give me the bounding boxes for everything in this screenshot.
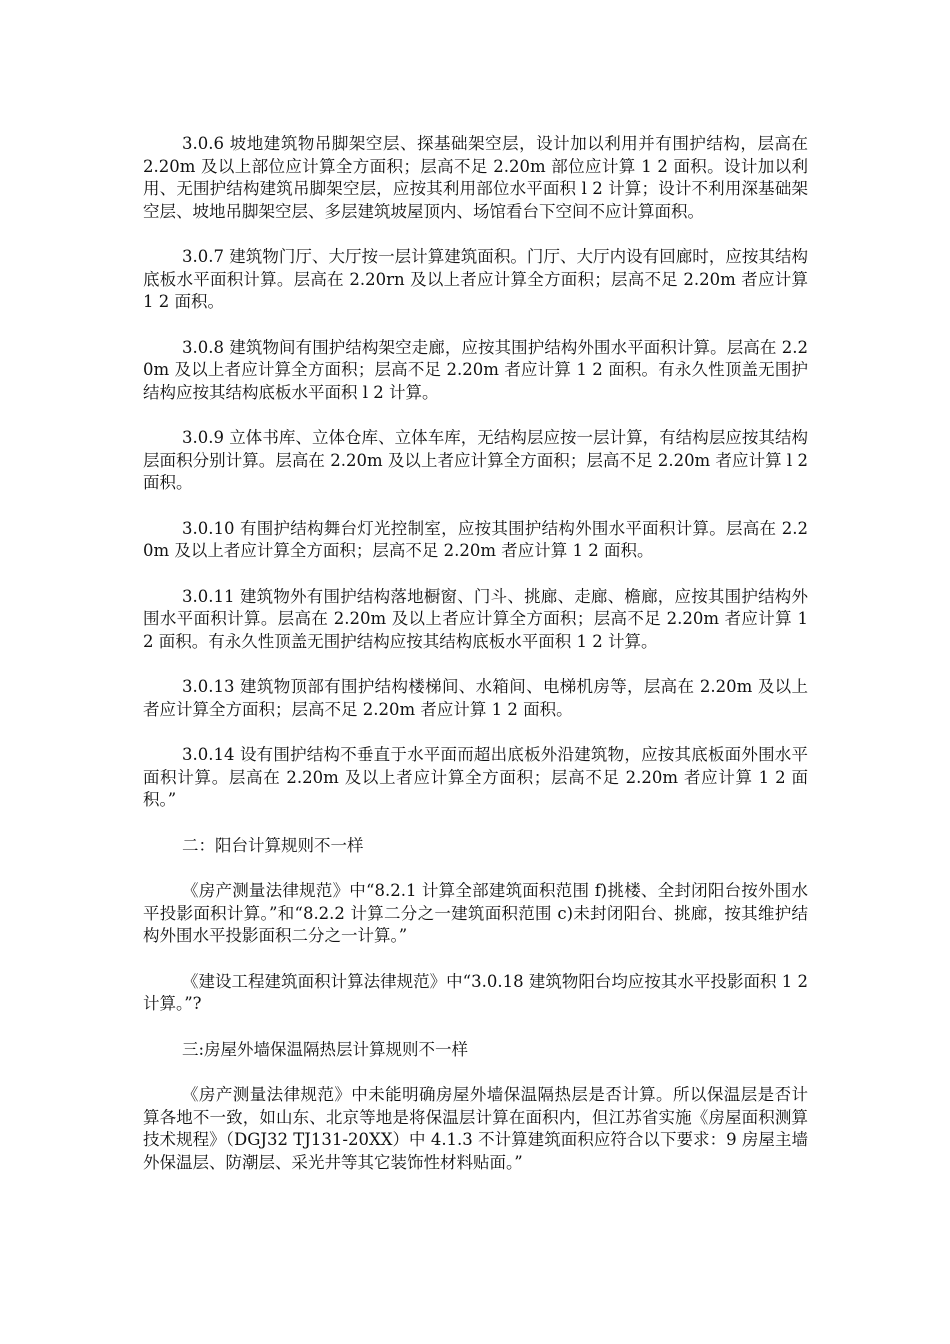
document-body [143, 133, 808, 1197]
paragraph-3-0-11: 3.0.11 建筑物外有围护结构落地橱窗、门斗、挑廊、走廊、檐廊，应按其围护结构外围水平面积计算。层高在 2.20m 及以上者应计算全方面积；层高不足 2.20m 者应计算 1 2 面积。有永久性顶盖无围护结构应按其结构底板水平面积 1 2 计算。 [143, 586, 808, 651]
paragraph-3-0-14: 3.0.14 设有围护结构不垂直于水平面而超出底板外沿建筑物，应按其底板面外围水平面积计算。层高在 2.20m 及以上者应计算全方面积；层高不足 2.20m 者应计算 1 2 面积。” [143, 745, 808, 809]
paragraph-3-0-10: 3.0.10 有围护结构舞台灯光控制室，应按其围护结构外围水平面积计算。层高在 2.20m 及以上者应计算全方面积；层高不足 2.20m 者应计算 1 2 面积。 [143, 518, 808, 560]
paragraph-insulation: 《房产测量法律规范》中未能明确房屋外墙保温隔热层是否计算。所以保温层是否计算各地不一致，如山东、北京等地是将保温层计算在面积内，但江苏省实施《房屋面积测算技术规程》（DGJ32 TJ131-20XX）中 4.1.3 不计算建筑面积应符合以下要求：9 房屋主墙外保温层、防潮层、采光井等其它装饰性材料贴面。” [143, 1085, 808, 1172]
section-heading-balcony: 二：阳台计算规则不一样 [182, 835, 364, 855]
paragraph-3-0-9: 3.0.9 立体书库、立体仓库、立体车库，无结构层应按一层计算，有结构层应按其结构层面积分别计算。层高在 2.20m 及以上者应计算全方面积；层高不足 2.20m 者应计算 l 2 面积。 [143, 428, 808, 492]
section-heading-insulation: 三:房屋外墙保温隔热层计算规则不一样 [182, 1039, 469, 1059]
paragraph-3-0-8: 3.0.8 建筑物间有围护结构架空走廊，应按其围护结构外围水平面积计算。层高在 2.20m 及以上者应计算全方面积；层高不足 2.20m 者应计算 1 2 面积。有永久性顶盖无围护结构应按其结构底板水平面积 l 2 计算。 [143, 337, 808, 402]
paragraph-3-0-6: 3.0.6 坡地建筑物吊脚架空层、探基础架空层，设计加以利用并有围护结构，层高在 2.20m 及以上部位应计算全方面积；层高不足 2.20m 部位应计算 1 2 面积。设计加以利用、无围护结构建筑吊脚架空层，应按其利用部位水平面积 l 2 计算；设计不利用深基础架空层、坡地吊脚架空层、多层建筑坡屋顶内、场馆看台下空间不应计算面积。 [143, 134, 808, 221]
paragraph-3-0-7: 3.0.7 建筑物门厅、大厅按一层计算建筑面积。门厅、大厅内设有回廊时，应按其结构底板水平面积计算。层高在 2.20rn 及以上者应计算全方面积；层高不足 2.20m 者应计算 1 2 面积。 [143, 247, 808, 311]
paragraph-balcony-construction-code: 《建设工程建筑面积计算法律规范》中“3.0.18 建筑物阳台均应按其水平投影面积 1 2 计算。”? [143, 971, 808, 1013]
paragraph-3-0-13: 3.0.13 建筑物顶部有围护结构楼梯间、水箱间、电梯机房等，层高在 2.20m 及以上者应计算全方面积；层高不足 2.20m 者应计算 1 2 面积。 [143, 677, 808, 719]
paragraph-balcony-survey-code: 《房产测量法律规范》中“8.2.1 计算全部建筑面积范围 f)挑楼、全封闭阳台按外围水平投影面积计算。”和“8.2.2 计算二分之一建筑面积范围 c)未封闭阳台、挑廊，按其维护结构外围水平投影面积二分之一计算。” [143, 881, 808, 945]
